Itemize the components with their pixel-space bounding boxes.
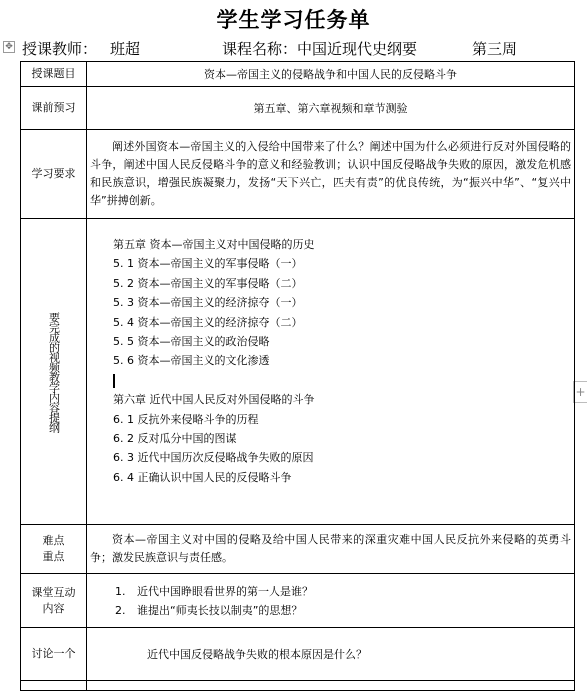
key-points-text: 资本—帝国主义对中国的侵略及给中国人民带来的深重灾难中国人民反抗外来侵略的英勇斗争；激发民族意识与责任感。 [90, 533, 571, 564]
discussion-text: 近代中国反侵略战争失败的根本原因是什么？ [147, 648, 367, 661]
add-row-icon[interactable]: + [573, 381, 587, 403]
outline-line: 第五章 资本—帝国主义对中国侵略的历史 [113, 238, 315, 251]
list-item [115, 582, 574, 601]
outline-line: 6. 3 近代中国历次反侵略战争失败的原因 [113, 451, 314, 465]
table-row-discussion [21, 628, 575, 681]
list-item [115, 601, 574, 620]
preview-label: 课前预习 [21, 87, 87, 130]
discussion-label: 讨论一个 [21, 628, 87, 681]
outline-line: 5. 2 资本—帝国主义的军事侵略（二） [113, 276, 303, 290]
outline-cell[interactable] [87, 219, 575, 525]
interaction-label-cell [21, 574, 87, 628]
requirements-cell[interactable] [87, 130, 575, 219]
table-row-outline [21, 219, 575, 525]
outline-line: 5. 3 资本—帝国主义的经济掠夺（一） [113, 296, 303, 310]
outline-content [87, 219, 574, 487]
text-cursor [113, 371, 574, 390]
list-item-number: 2. [115, 603, 126, 617]
table-row-interaction [21, 574, 575, 628]
teacher-name: 班超 [110, 40, 141, 58]
discussion-cell[interactable] [87, 628, 575, 681]
requirements-text: 阐述外国资本—帝国主义的入侵给中国带来了什么？阐述中国为什么必须进行反对外国侵略的斗争，阐述中国人民反侵略斗争的意义和经验教训；认识中国反侵略战争失败的原因，激发危机感和民族意识，增强民族凝聚力，发扬“天下兴亡，匹夫有责”的优良传统，为“振兴中华”、“复兴中华”拼搏创新。 [90, 140, 571, 207]
outline-line: 6. 1 反抗外来侵略斗争的历程 [113, 412, 259, 426]
course-label: 课程名称： [222, 40, 298, 58]
table-row-requirements [21, 130, 575, 219]
task-table [20, 61, 575, 691]
list-item-number: 1. [115, 584, 126, 598]
key-points-label-cell [21, 525, 87, 574]
topic-value[interactable]: 资本—帝国主义的侵略战争和中国人民的反侵略斗争 [87, 62, 575, 87]
outline-line: 5. 6 资本—帝国主义的文化渗透 [113, 354, 270, 368]
key-label-focus: 重点 [42, 550, 65, 563]
outline-label-cell [21, 219, 87, 525]
table-row-topic [21, 62, 575, 87]
outline-line: 6. 2 反对瓜分中国的图谋 [113, 432, 237, 446]
preview-value[interactable]: 第五章、第六章视频和章节测验 [87, 87, 575, 130]
outline-line: 5. 1 资本—帝国主义的军事侵略（一） [113, 257, 303, 271]
course-name: 中国近现代史纲要 [297, 40, 418, 58]
document-title: 学生学习任务单 [216, 8, 371, 32]
key-points-cell[interactable] [87, 525, 575, 574]
partial-cell-left[interactable] [21, 681, 87, 691]
partial-cell-right[interactable] [87, 681, 575, 691]
outline-line: 6. 4 正确认识中国人民的反侵略斗争 [113, 470, 292, 484]
interaction-label-2: 内容 [42, 601, 65, 615]
table-row-preview [21, 87, 575, 130]
list-item-text: 谁提出“师夷长技以制夷”的思想？ [137, 603, 303, 617]
outline-label: 要完成的视频教学内容提纲 [47, 311, 61, 432]
interaction-label-1: 课堂互动 [31, 585, 76, 599]
outline-line: 5. 5 资本—帝国主义的政治侵略 [113, 335, 270, 349]
interaction-cell[interactable] [87, 574, 575, 628]
teacher-label: 授课教师： [22, 40, 98, 58]
key-label-difficulty: 难点 [42, 534, 65, 547]
topic-label: 授课题目 [21, 62, 87, 87]
list-item-text: 近代中国睁眼看世界的第一人是谁？ [137, 584, 313, 598]
table-move-handle-icon[interactable]: ✥ [3, 41, 15, 53]
week-label: 第三周 [472, 40, 518, 58]
outline-line: 第六章 近代中国人民反对外国侵略的斗争 [113, 393, 315, 407]
interaction-list [87, 582, 574, 620]
outline-line: 5. 4 资本—帝国主义的经济掠夺（二） [113, 315, 303, 329]
table-row-partial [21, 681, 575, 691]
requirements-label: 学习要求 [21, 130, 87, 219]
table-row-key-points [21, 525, 575, 574]
